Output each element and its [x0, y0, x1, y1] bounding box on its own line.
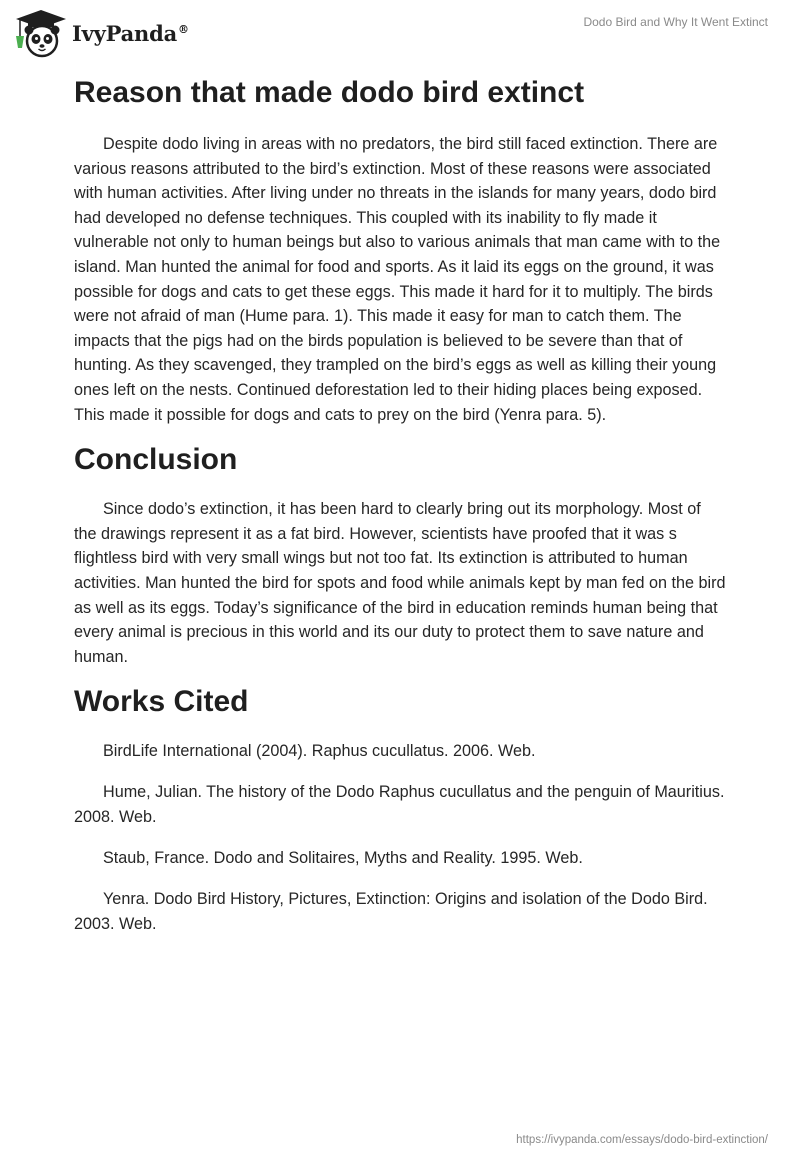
document-title: Dodo Bird and Why It Went Extinct: [583, 15, 768, 29]
section-heading-works-cited: Works Cited: [74, 685, 249, 719]
citation-entry: BirdLife International (2004). Raphus cucullatus. 2006. Web.: [103, 742, 536, 761]
citation-entry: Hume, Julian. The history of the Dodo Raphus cucullatus and the penguin of Mauritius. 2008. Web.: [74, 783, 725, 826]
section-heading-conclusion: Conclusion: [74, 443, 238, 477]
paragraph-reason: Despite dodo living in areas with no predators, the bird still faced extinction. There are various reasons attributed to the bird’s extinction. Most of these reasons were associated with human activities. After living under no threats in the islands for many years, dodo bird had developed no defense techniques. This coupled with its inability to fly made it vulnerable not only to human beings but also to various animals that man came with to the island. Man hunted the animal for food and sports. As it laid its eggs on the ground, it was possible for dogs and cats to get these eggs. This made it hard for it to multiply. The birds were not afraid of man (Hume para. 1). This made it easy for man to catch them. The impacts that the pigs had on the birds population is believed to be severe than that of hunting. As they scavenged, they trampled on the bird’s eggs as well as killing their young ones left on the nests. Continued deforestation led to their hiding places being exposed. This made it possible for dogs and cats to prey on the bird (Yenra para. 5).: [74, 135, 721, 424]
panda-graduate-icon: [14, 8, 68, 58]
footer-url-link[interactable]: https://ivypanda.com/essays/dodo-bird-extinction/: [516, 1134, 768, 1146]
citation-entry: Yenra. Dodo Bird History, Pictures, Extinction: Origins and isolation of the Dodo Bird. 2003. Web.: [74, 890, 708, 933]
ivypanda-logo[interactable]: [14, 8, 189, 58]
citation-entry: Staub, France. Dodo and Solitaires, Myths and Reality. 1995. Web.: [103, 849, 583, 868]
essay-body: [74, 70, 726, 953]
brand-name: IvyPanda®: [72, 20, 189, 46]
section-heading-reason: Reason that made dodo bird extinct: [74, 76, 585, 109]
paragraph-conclusion: Since dodo’s extinction, it has been hard to clearly bring out its morphology. Most of the drawings represent it as a fat bird. However, scientists have proofed that it was s flightless bird with very small wings but not too fat. Its extinction is attributed to human activities. Man hunted the bird for spots and food while animals kept by man fed on the bird as well as its eggs. Today’s significance of the bird in education reminds human being that every animal is precious in this world and its our duty to protect them to save nature and human.: [74, 500, 726, 666]
works-cited-list: [74, 739, 726, 936]
page-header: [0, 0, 800, 64]
